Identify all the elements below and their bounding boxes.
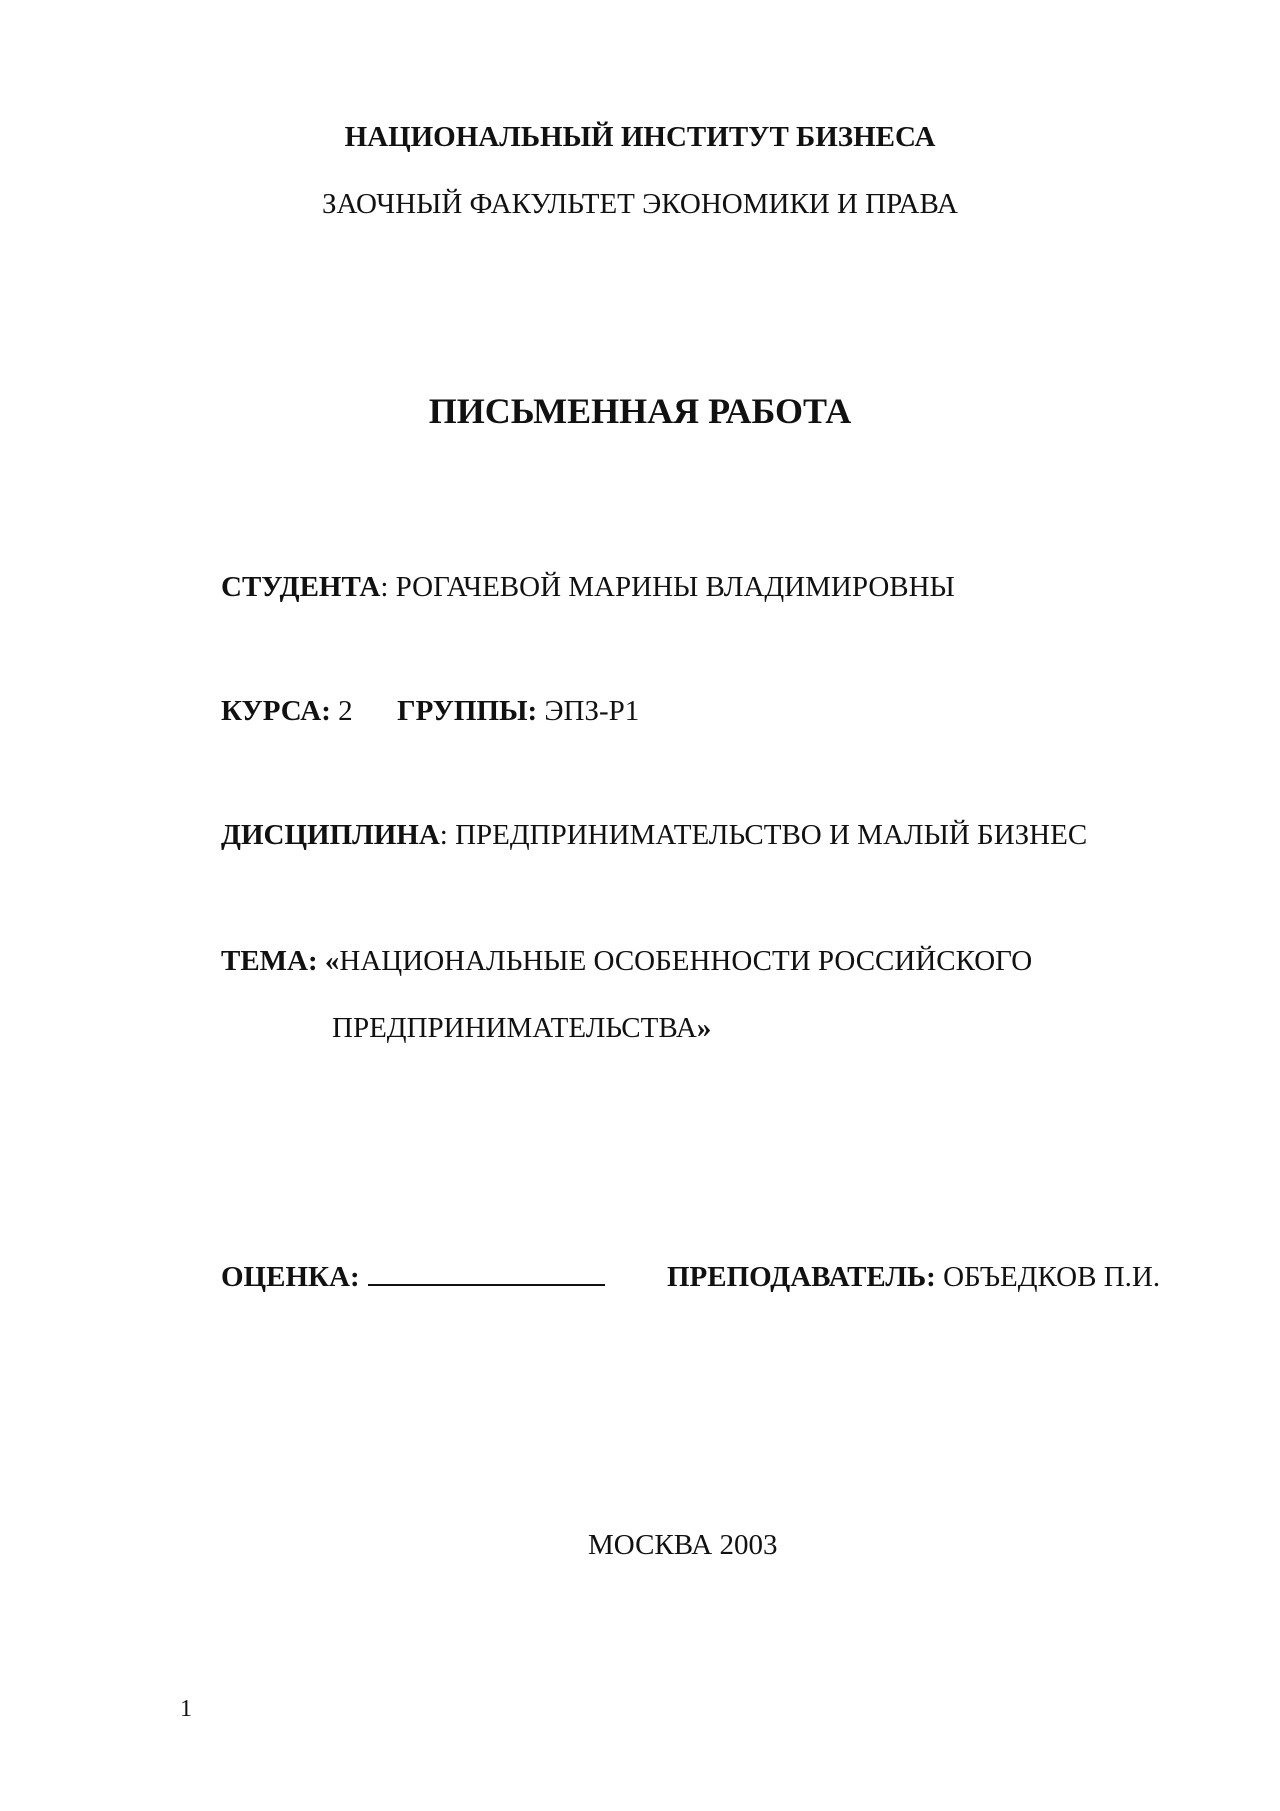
group-label: ГРУППЫ: [397, 695, 538, 727]
student-value: : РОГАЧЕВОЙ МАРИНЫ ВЛАДИМИРОВНЫ [380, 571, 955, 603]
grade-field [221, 1260, 605, 1294]
topic-continuation [332, 1011, 711, 1045]
faculty-name: ЗАОЧНЫЙ ФАКУЛЬТЕТ ЭКОНОМИКИ И ПРАВА [322, 188, 958, 220]
institute-name: НАЦИОНАЛЬНЫЙ ИНСТИТУТ БИЗНЕСА [344, 121, 936, 153]
group-value: ЭПЗ-Р1 [544, 695, 640, 727]
topic-closing-quote: » [696, 1012, 712, 1044]
teacher-value: ОБЪЕДКОВ П.И. [943, 1261, 1161, 1293]
grade-blank-line [368, 1260, 605, 1286]
discipline-field [221, 818, 1087, 852]
grade-label: ОЦЕНКА: [221, 1261, 360, 1293]
course-group-field [221, 694, 639, 728]
teacher-label: ПРЕПОДАВАТЕЛЬ: [667, 1261, 936, 1293]
topic-line-1: НАЦИОНАЛЬНЫЕ ОСОБЕННОСТИ РОССИЙСКОГО [339, 945, 1033, 977]
topic-line-2: ПРЕДПРИНИМАТЕЛЬСТВА [332, 1012, 697, 1044]
student-label: СТУДЕНТА [221, 571, 381, 603]
document-title: ПИСЬМЕННАЯ РАБОТА [428, 391, 852, 431]
student-field [221, 570, 955, 604]
teacher-field [667, 1260, 1160, 1294]
course-label: КУРСА: [221, 695, 331, 727]
discipline-value: : ПРЕДПРИНИМАТЕЛЬСТВО И МАЛЫЙ БИЗНЕС [439, 819, 1088, 851]
city-year: МОСКВА 2003 [588, 1529, 778, 1561]
topic-field [221, 944, 1032, 978]
course-value: 2 [338, 695, 353, 727]
topic-label: ТЕМА: « [221, 945, 340, 977]
discipline-label: ДИСЦИПЛИНА [221, 819, 440, 851]
page-number: 1 [180, 1696, 192, 1722]
